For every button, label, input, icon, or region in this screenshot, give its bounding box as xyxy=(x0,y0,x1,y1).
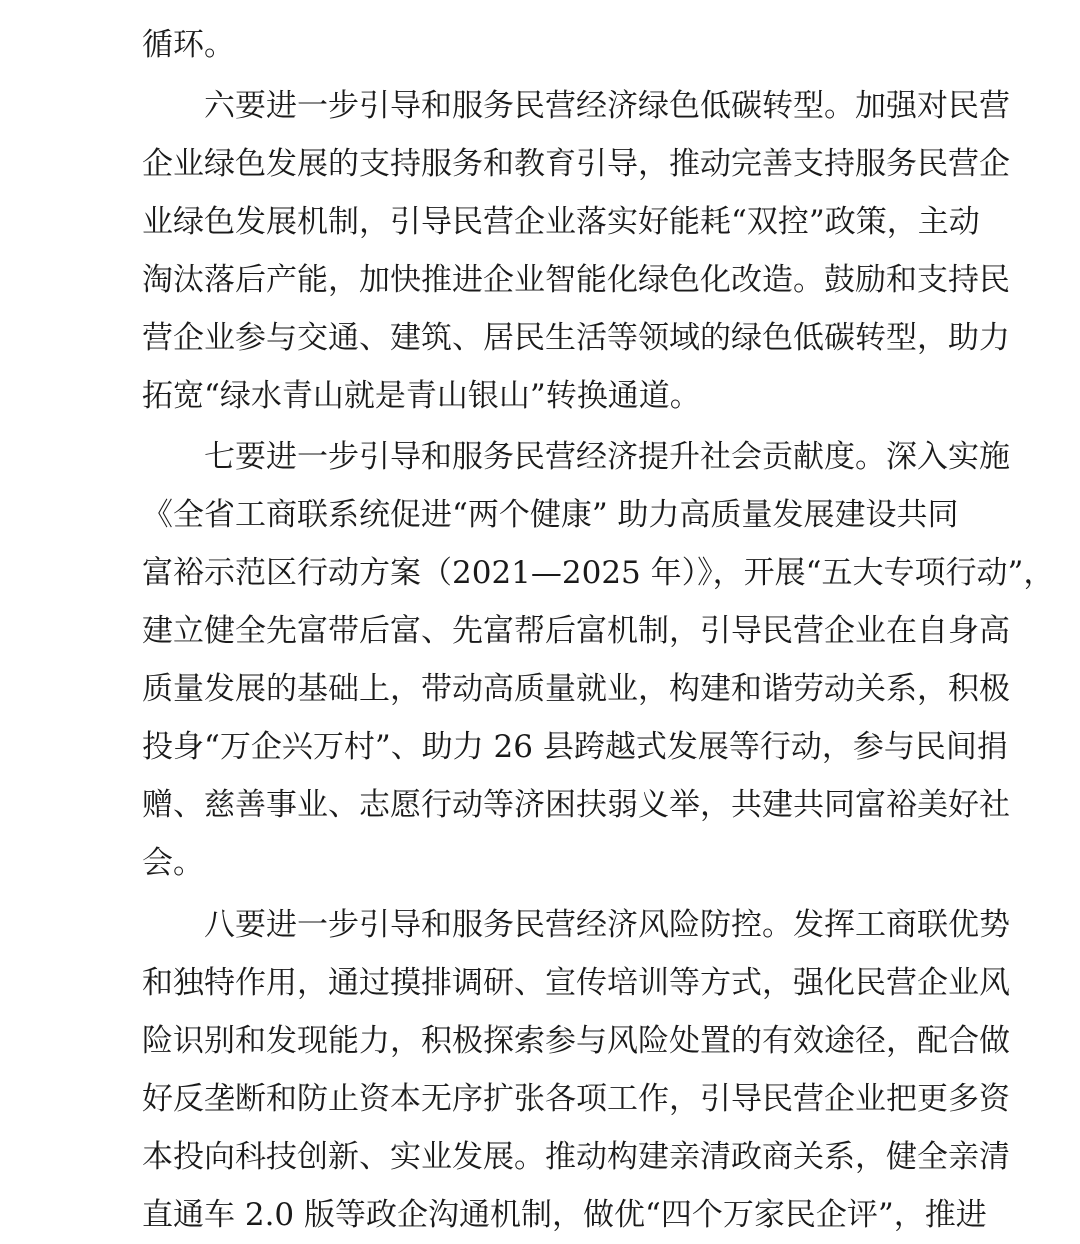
text-line: 《全省工商联系统促进“两个健康” 助力高质量发展建设共同 xyxy=(142,497,959,533)
paragraph-seven xyxy=(142,428,1055,892)
paragraph-six xyxy=(142,77,1010,425)
text-line: 直通车 2.0 版等政企沟通机制，做优“四个万家民企评”，推进 xyxy=(142,1197,987,1233)
paragraph-eight xyxy=(142,896,1010,1244)
paragraph-continuation xyxy=(142,16,954,74)
text-line: 建立健全先富带后富、先富帮后富机制，引导民营企业在自身高 xyxy=(142,613,1010,649)
text-line: 淘汰落后产能，加快推进企业智能化绿色化改造。鼓励和支持民 xyxy=(142,262,1010,298)
text-line: 六要进一步引导和服务民营经济绿色低碳转型。加强对民营 xyxy=(204,88,1010,124)
text-line: 赠、慈善事业、志愿行动等济困扶弱义举，共建共同富裕美好社 xyxy=(142,787,1010,823)
text-line: 和独特作用，通过摸排调研、宣传培训等方式，强化民营企业风 xyxy=(142,965,1010,1001)
text-line: 好反垄断和防止资本无序扩张各项工作，引导民营企业把更多资 xyxy=(142,1081,1010,1117)
text-line: 投身“万企兴万村”、助力 26 县跨越式发展等行动，参与民间捐 xyxy=(142,729,1008,765)
text-line: 循环。 xyxy=(142,27,235,63)
text-line: 拓宽“绿水青山就是青山银山”转换通道。 xyxy=(142,378,701,414)
text-line: 本投向科技创新、实业发展。推动构建亲清政商关系，健全亲清 xyxy=(142,1139,1010,1175)
text-line: 营企业参与交通、建筑、居民生活等领域的绿色低碳转型，助力 xyxy=(142,320,1010,356)
text-line: 七要进一步引导和服务民营经济提升社会贡献度。深入实施 xyxy=(204,439,1010,475)
text-line: 业绿色发展机制，引导民营企业落实好能耗“双控”政策，主动 xyxy=(142,204,980,240)
text-line: 富裕示范区行动方案（2021—2025 年）》，开展“五大专项行动”， xyxy=(142,555,1055,591)
text-line: 会。 xyxy=(142,845,204,881)
document-body xyxy=(142,16,1055,1244)
text-line: 险识别和发现能力，积极探索参与风险处置的有效途径，配合做 xyxy=(142,1023,1010,1059)
text-line: 质量发展的基础上，带动高质量就业，构建和谐劳动关系，积极 xyxy=(142,671,1010,707)
text-line: 企业绿色发展的支持服务和教育引导，推动完善支持服务民营企 xyxy=(142,146,1010,182)
text-line: 八要进一步引导和服务民营经济风险防控。发挥工商联优势 xyxy=(204,907,1010,943)
